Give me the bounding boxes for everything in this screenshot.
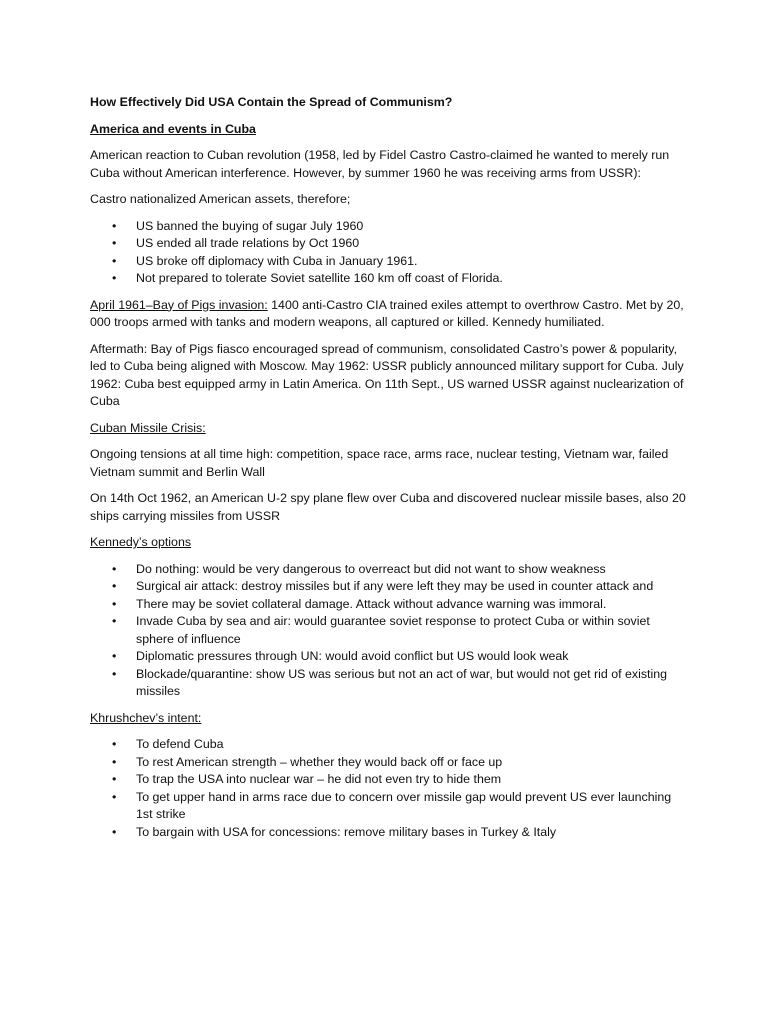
bullet-icon: • [112,236,117,250]
list-item [90,613,690,648]
kennedy-options-list [90,561,690,701]
paragraph-tensions: Ongoing tensions at all time high: competition, space race, arms race, nuclear testing, Vietnam war, failed Vietnam summit and Berlin Wall [90,447,669,479]
bay-of-pigs-heading: April 1961–Bay of Pigs invasion: [90,297,268,312]
khrushchev-intent-list [90,736,690,841]
list-item-text: Surgical air attack: destroy missiles but if any were left they may be used in counter attack and [136,579,654,593]
list-item [90,754,690,772]
list-item [90,648,690,666]
section-heading-khrushchev-intent: Khrushchev’s intent: [90,710,202,725]
bullet-icon: • [112,789,117,804]
us-measures-list [90,218,690,288]
list-item [90,578,690,596]
list-item [90,253,690,271]
list-item-text: To bargain with USA for concessions: remove military bases in Turkey & Italy [136,824,557,839]
list-item-text: Invade Cuba by sea and air: would guarantee soviet response to protect Cuba or within soviet sphere of influence [136,614,650,646]
list-item-text: Diplomatic pressures through UN: would avoid conflict but US would look weak [136,649,569,663]
document-title: How Effectively Did USA Contain the Spread of Communism? [90,95,453,109]
bullet-icon: • [112,271,117,285]
document-page [90,94,690,850]
bullet-icon: • [112,614,117,628]
bullet-icon: • [112,218,117,233]
list-item-text: To defend Cuba [136,737,224,751]
list-item [90,666,690,701]
bullet-icon: • [112,596,117,611]
paragraph-bay-of-pigs [90,297,690,332]
list-item-text: Do nothing: would be very dangerous to overreact but did not want to show weakness [136,561,606,576]
bullet-icon: • [112,649,117,663]
list-item [90,561,690,579]
paragraph-nationalized-assets: Castro nationalized American assets, therefore; [90,192,351,206]
paragraph-u2-discovery: On 14th Oct 1962, an American U-2 spy plane flew over Cuba and discovered nuclear missile bases, also 20 ships carrying missiles from USSR [90,491,686,523]
list-item-text: To rest American strength – whether they would back off or face up [136,754,503,769]
list-item-text: US banned the buying of sugar July 1960 [136,218,364,233]
bullet-icon: • [112,666,117,681]
list-item [90,736,690,754]
bullet-icon: • [112,772,117,786]
section-heading-missile-crisis: Cuban Missile Crisis: [90,420,206,435]
list-item-text: Not prepared to tolerate Soviet satellite 160 km off coast of Florida. [136,271,503,285]
paragraph-aftermath: Aftermath: Bay of Pigs fiasco encouraged spread of communism, consolidated Castro’s power & popularity, led to Cuba being aligned with Moscow. May 1962: USSR publicly announced military support for Cuba. July 1962: Cuba best equipped army in Latin America. On 11th Sept., US warned USSR against nuclearization of Cuba [90,341,684,408]
bullet-icon: • [112,579,117,593]
list-item-text: To trap the USA into nuclear war – he did not even try to hide them [136,772,502,786]
list-item-text: US ended all trade relations by Oct 1960 [136,236,360,250]
list-item [90,596,690,614]
section-heading-kennedy-options: Kennedy’s options [90,535,192,549]
list-item [90,235,690,253]
bullet-icon: • [112,253,117,268]
section-heading-america-cuba: America and events in Cuba [90,121,256,136]
list-item [90,771,690,789]
list-item-text: Blockade/quarantine: show US was serious but not an act of war, but would not get rid of existing missiles [136,666,668,698]
list-item [90,824,690,842]
bullet-icon: • [112,737,117,751]
list-item [90,789,690,824]
list-item-text: US broke off diplomacy with Cuba in January 1961. [136,253,418,268]
list-item [90,218,690,236]
paragraph-cuban-revolution: American reaction to Cuban revolution (1958, led by Fidel Castro Castro-claimed he wanted to merely run Cuba without American interference. However, by summer 1960 he was receiving arms from USSR): [90,148,670,180]
bullet-icon: • [112,824,117,839]
bullet-icon: • [112,561,117,576]
list-item-text: To get upper hand in arms race due to concern over missile gap would prevent US ever launching 1st strike [136,789,672,821]
list-item [90,270,690,288]
list-item-text: There may be soviet collateral damage. Attack without advance warning was immoral. [136,596,607,611]
bullet-icon: • [112,754,117,769]
bay-of-pigs-text: 1400 anti-Castro CIA trained exiles attempt to overthrow Castro. Met by 20, 000 troops armed with tanks and modern weapons, all captured or killed. Kennedy humiliated. [90,297,684,329]
